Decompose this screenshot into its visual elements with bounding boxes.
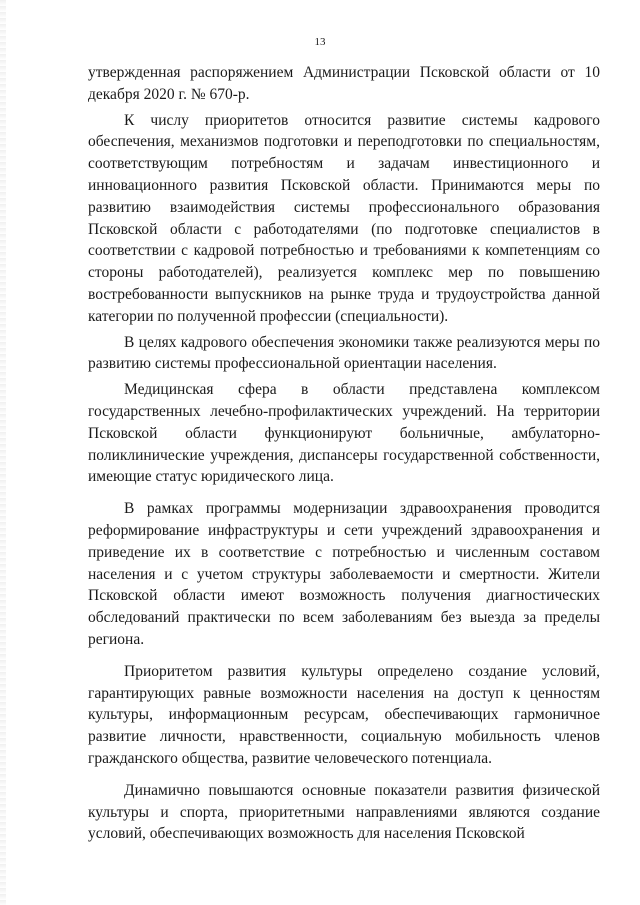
paragraph-personnel-priorities: К числу приоритетов относится развитие системы кадрового обеспечения, механизмов подготовки и переподготовки по специальностям, соответствующим потребностям и задачам инвестиционного и инновационного развития Псковской области. Принимаются меры по развитию взаимодействия системы профессионального образования Псковской области с работодателями (по подготовке специалистов в соответствии с кадровой потребностью и требованиями к компетенциям со стороны работодателей), реализуется комплекс мер по повышению востребованности выпускников на рынке труда и трудоустройства данной категории по полученной профессии (специальности). <box>88 111 600 325</box>
paragraph-culture-priority: Приоритетом развития культуры определено создание условий, гарантирующих равные возможности населения на доступ к ценностям культуры, информационным ресурсам, обеспечивающих гармоничное развитие личности, нравственности, социальную мобильность членов гражданского общества, развитие человеческого потенциала. <box>88 662 600 767</box>
paragraph-medical-sphere: Медицинская сфера в области представлена комплексом государственных лечебно-профилактических учреждений. На территории Псковской области функционируют больничные, амбулаторно-поликлинические учреждения, диспансеры государственной собственности, имеющие статус юридического лица. <box>88 381 600 486</box>
page-number: 13 <box>314 36 326 48</box>
paragraph-continuation: утвержденная распоряжением Администрации Псковской области от 10 декабря 2020 г. № 670-р. <box>88 64 600 103</box>
paragraph-healthcare-modernization: В рамках программы модернизации здравоохранения проводится реформирование инфраструктуры и сети учреждений здравоохранения и приведение их в соответствие с потребностью и численным составом населения и с учетом структуры заболеваемости и смертности. Жители Псковской области имеют возможность получения диагностических обследований практически по всем заболеваниям без выезда за пределы региона. <box>88 500 600 648</box>
paragraph-career-guidance: В целях кадрового обеспечения экономики также реализуются меры по развитию системы профессиональной ориентации населения. <box>88 333 600 373</box>
scan-edge-artifact <box>0 0 6 905</box>
document-body <box>88 62 600 849</box>
paragraph-physical-culture: Динамично повышаются основные показатели развития физической культуры и спорта, приоритетными направлениями являются создание условий, обеспечивающих возможность для населения Псковской <box>88 781 600 843</box>
